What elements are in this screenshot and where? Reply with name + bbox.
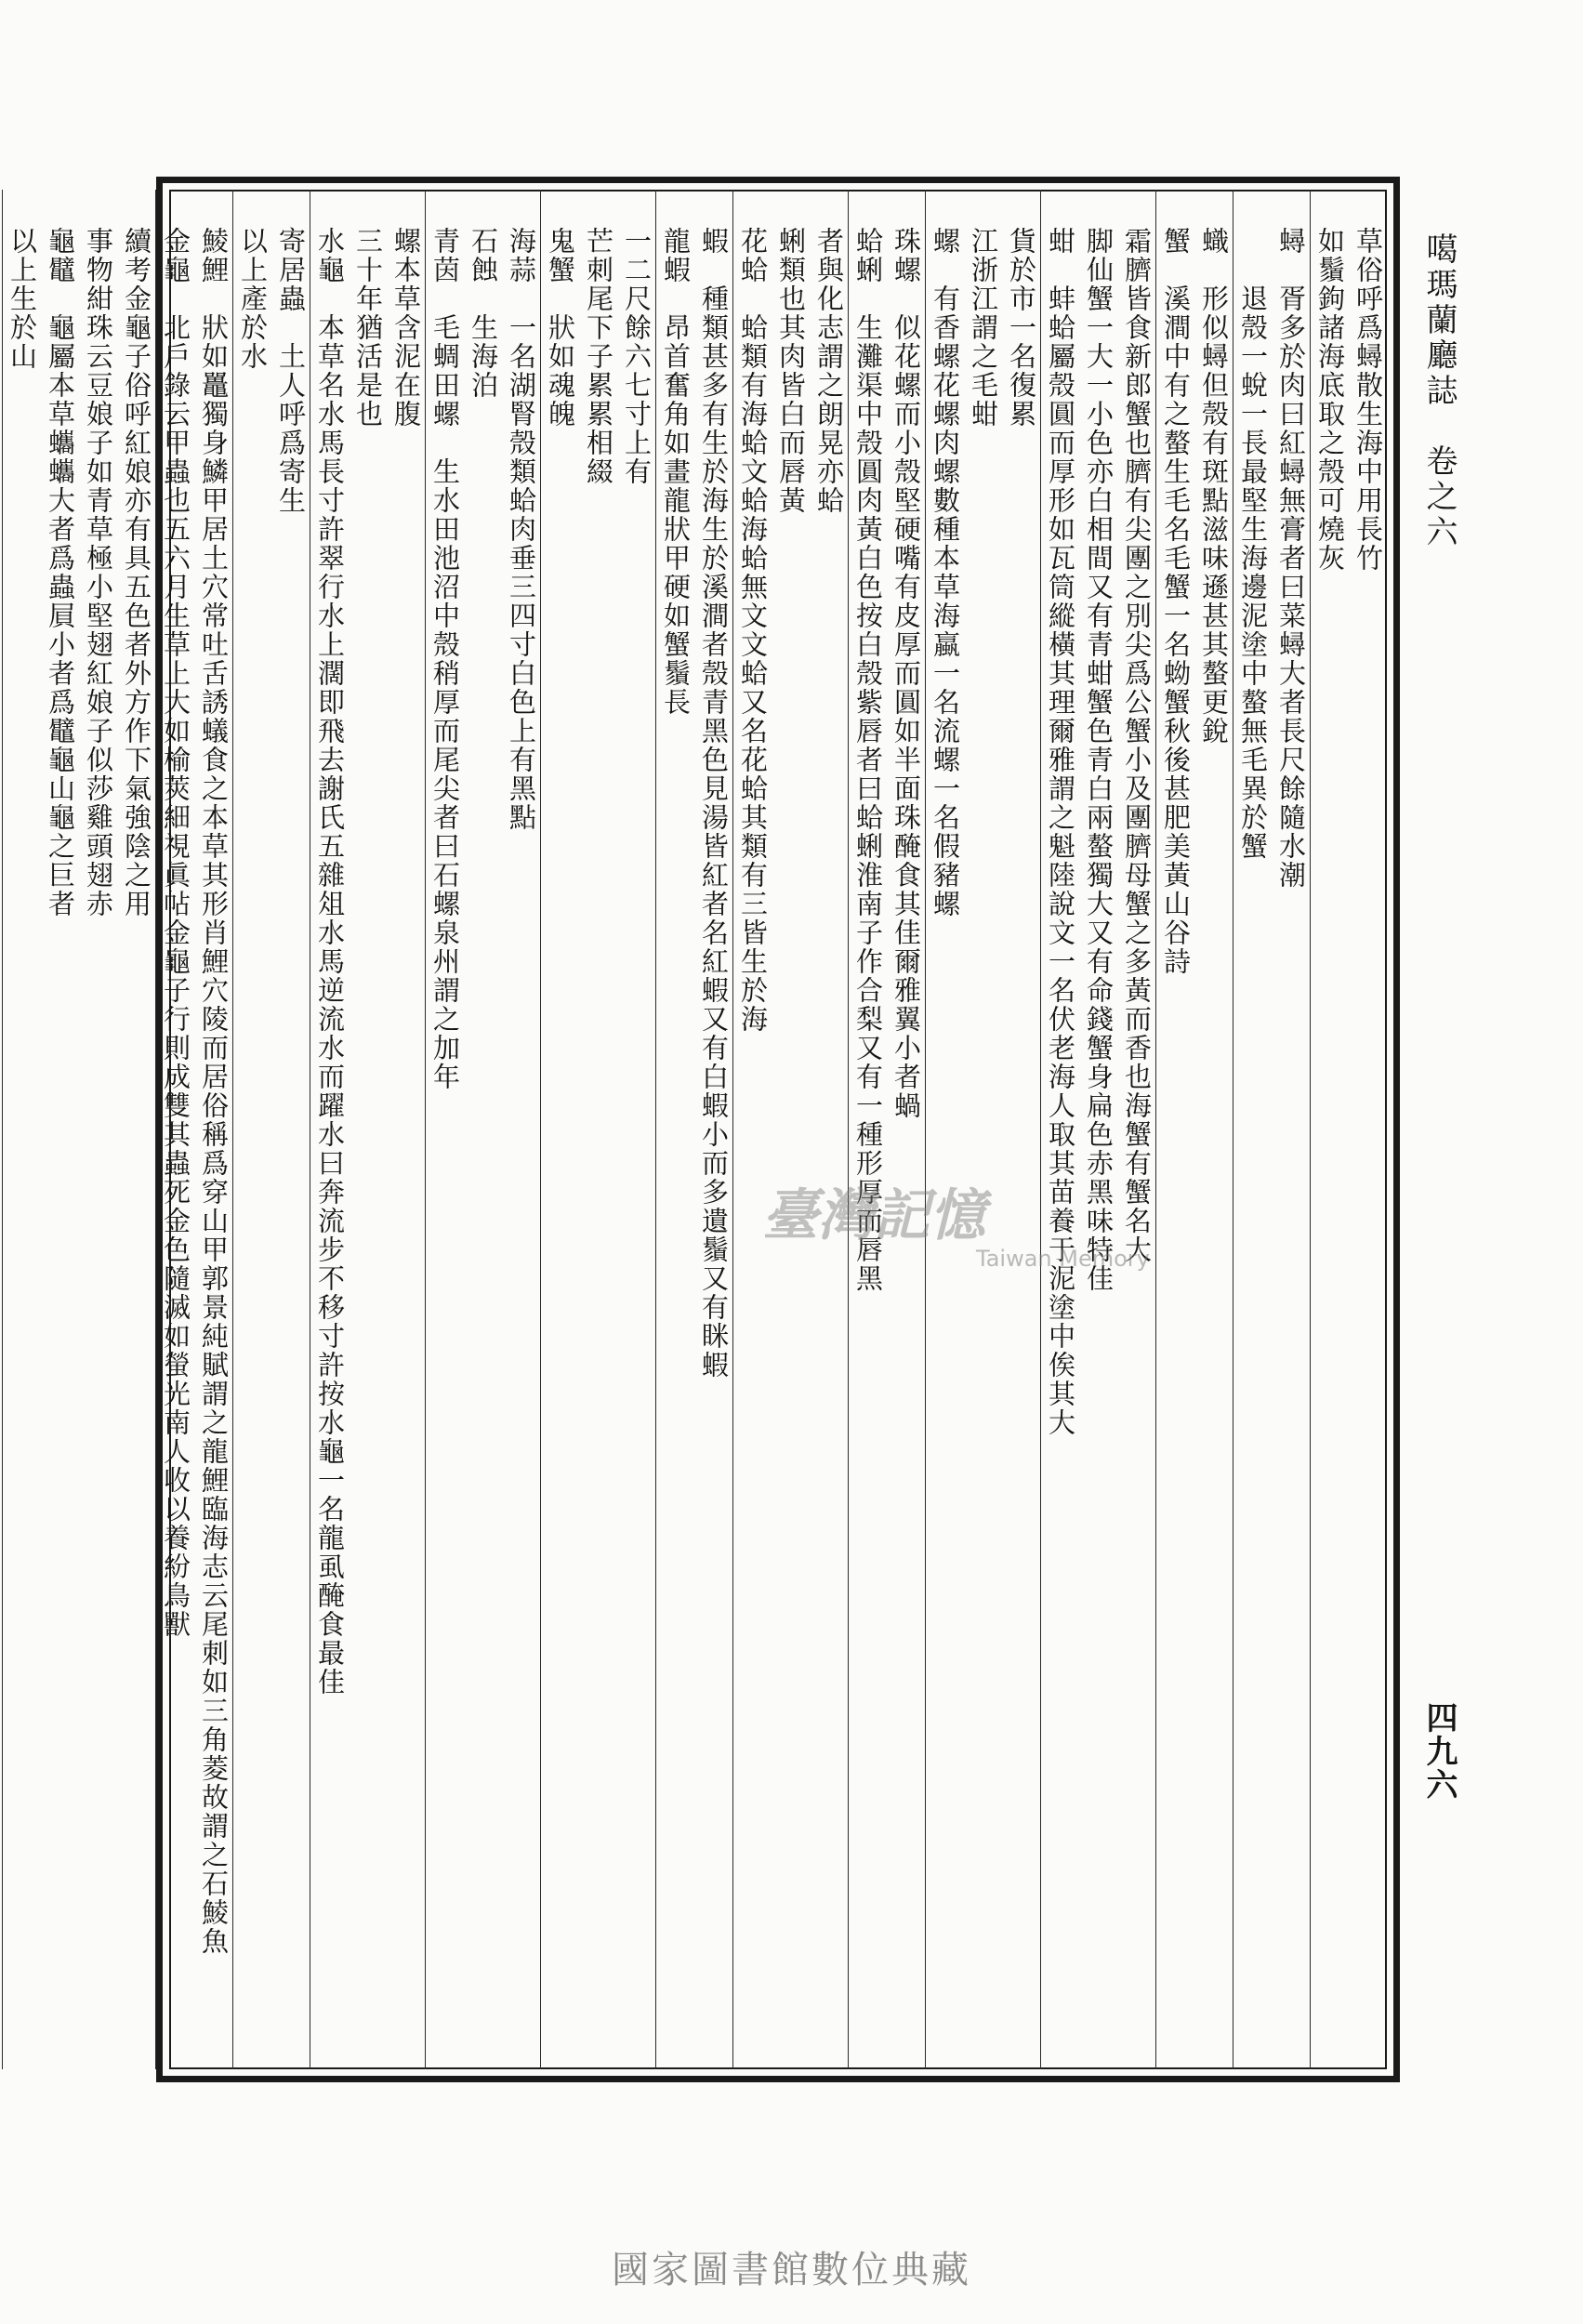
library-footer: 國家圖書館數位典藏 [612, 2249, 971, 2291]
text-line: 脚仙蟹一大一小色亦白相間又有青蚶蟹色青白兩螯獨大又有命錢蟹身扁色赤黑味特佳 [1083, 227, 1115, 1293]
text-column-8 [655, 190, 732, 2069]
text-line: 蛤蜊 生灘渠中殼圓肉黃白色按白殼紫唇者曰蛤蜊淮南子作合梨又有一種形厚而唇黑 [852, 227, 884, 1293]
text-line: 龍蝦 昂首奮角如畫龍狀甲硬如蟹鬚長 [660, 227, 692, 717]
text-column-2 [1233, 190, 1310, 2069]
text-line: 蝦 種類甚多有生於海生於溪澗者殼青黑色見湯皆紅者名紅蝦又有白蝦小而多遺鬚又有眯蝦 [698, 227, 730, 1380]
page-number: 四九六 [1420, 1701, 1458, 1802]
text-line: 蜊類也其肉皆白而唇黃 [775, 227, 807, 515]
text-line: 花蛤 蛤類有海蛤文蛤海蛤無文文蛤又名花蛤其類有三皆生於海 [737, 227, 769, 1034]
text-line: 海蒜 一名湖腎殼類蛤肉垂三四寸白色上有黑點 [506, 227, 537, 832]
text-line: 江浙江謂之毛蚶 [968, 227, 999, 429]
text-line: 鬼蟹 狀如魂魄 [545, 227, 576, 429]
text-column-13 [155, 190, 232, 2069]
text-line: 霜臍皆食新郎蟹也臍有尖團之別尖爲公蟹小及團臍母蟹之多黃而香也海蟹有蟹名大 [1121, 227, 1153, 1264]
text-line: 貨於市一名復累 [1006, 227, 1037, 429]
text-line: 螺 有香螺花螺肉螺數種本草海蠃一名流螺一名假豬螺 [930, 227, 961, 918]
text-column-9 [540, 190, 655, 2069]
watermark-caption: Taiwan Memory [976, 1246, 1150, 1272]
text-line: 石蝕 生海泊 [468, 227, 499, 400]
text-line: 事物紺珠云豆娘子如青草極小堅翅紅娘子似莎雞頭翅赤 [83, 227, 114, 918]
text-column-6 [848, 190, 925, 2069]
text-line: 芒刺尾下子累累相綴 [583, 227, 614, 486]
text-line: 龜鼊 龜屬本草蠵蠵大者爲蟲屓小者爲鼊龜山龜之巨者 [45, 227, 76, 918]
text-line: 蟳 胥多於肉曰紅蟳無膏者曰菜蟳大者長尺餘隨水潮 [1275, 227, 1307, 890]
text-line: 如鬚鉤諸海底取之殼可燒灰 [1314, 227, 1346, 573]
text-line: 草俗呼爲蟳散生海中用長竹 [1352, 227, 1384, 573]
text-line: 螺本草含泥在腹 [390, 227, 422, 429]
text-line: 蟙 形似蟳但殼有斑點滋味遜甚其螯更銳 [1198, 227, 1230, 746]
text-line: 蟹 溪澗中有之螯生毛名毛蟹一名蚴蟹秋後甚肥美黃山谷詩 [1160, 227, 1192, 976]
text-line: 鯪鯉 狀如鼉獨身鱗甲居土穴常吐舌誘蟻食之本草其形肖鯉穴陵而居俗稱爲穿山甲郭景純賦謂之龍鯉臨海志云尾刺如三角菱故謂之石鯪魚 [198, 227, 230, 1956]
text-line: 蚶 蚌蛤屬殼圓而厚形如瓦筒縱橫其理爾雅謂之魁陸說文一名伏老海人取其苗養于泥塗中俟其大 [1045, 227, 1076, 1437]
text-line: 珠螺 似花螺而小殼堅硬嘴有皮厚而圓如半面珠醃食其佳爾雅翼小者蝸 [890, 227, 922, 1120]
text-column-4 [1040, 190, 1155, 2069]
text-column-10 [425, 190, 540, 2069]
text-line: 者與化志謂之朗晃亦蛤 [813, 227, 845, 515]
text-column-1 [1310, 190, 1387, 2069]
text-line: 續考金龜子俗呼紅娘亦有具五色者外方作下氣強陰之用 [121, 227, 152, 918]
text-body [7, 190, 1387, 2069]
text-line: 寄居蟲 土人呼爲寄生 [275, 227, 307, 515]
text-line: 以上產於水 [237, 227, 269, 371]
text-line: 青茵 毛蜩田螺 生水田池沼中殼稍厚而尾尖者曰石螺泉州謂之加年 [429, 227, 461, 1091]
text-column-12 [232, 190, 310, 2069]
text-column-5 [925, 190, 1040, 2069]
text-column-3 [1155, 190, 1233, 2069]
text-line: 以上生於山 [7, 227, 38, 371]
watermark-logo: 臺灣記憶 [762, 1183, 985, 1248]
text-column-14 [2, 190, 155, 2069]
volume-header: 噶瑪蘭廳誌 卷之六 [1420, 232, 1458, 550]
text-column-7 [732, 190, 848, 2069]
text-line: 水龜 本草名水馬長寸許翠行水上濶即飛去謝氏五雜俎水馬逆流水而躍水曰奔流步不移寸許按水龜一名龍虱醃食最佳 [314, 227, 346, 1697]
text-line: 退殼一蛻一長最堅生海邊泥塗中螯無毛異於蟹 [1237, 227, 1269, 861]
text-column-11 [310, 190, 425, 2069]
text-line: 三十年猶活是也 [352, 227, 384, 429]
text-line: 一二尺餘六七寸上有 [621, 227, 653, 486]
text-line: 金龜 北戶錄云甲蟲也五六月生草上大如榆莢細視眞帖金龜子行則成雙其蟲死金色隨滅如螢光南人收以養紛鳥獸 [160, 227, 191, 1639]
